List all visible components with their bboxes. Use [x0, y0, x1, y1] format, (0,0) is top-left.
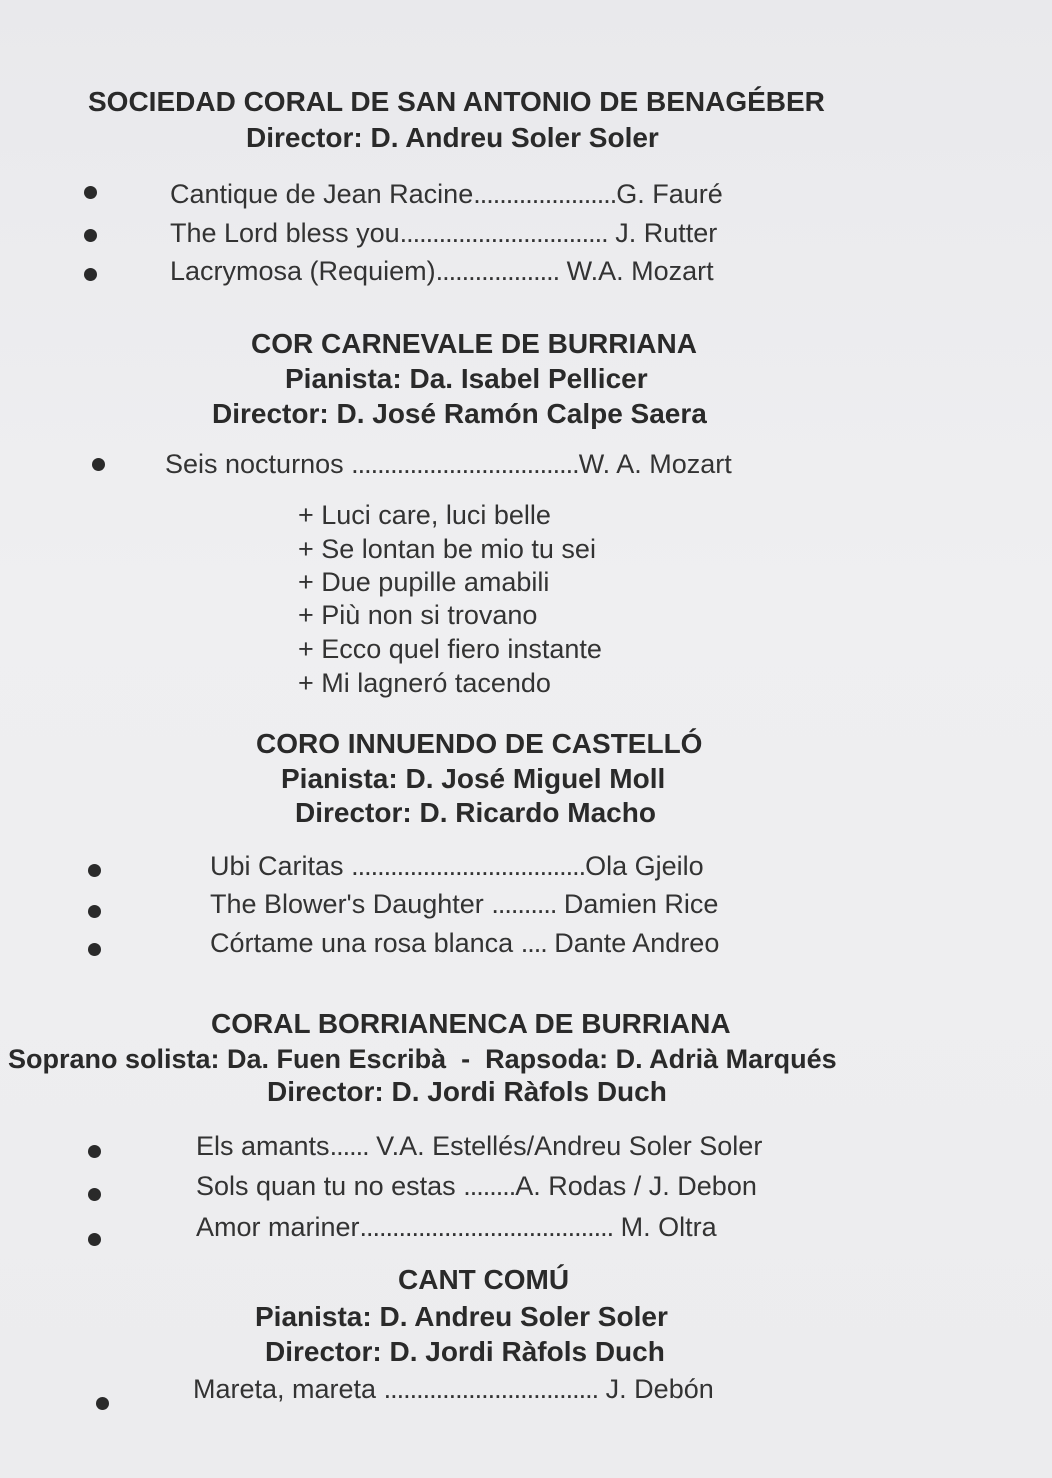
piece-composer: Ola Gjeilo: [585, 851, 704, 881]
bullet-icon: [88, 1233, 101, 1246]
dot-leader: .......................................: [359, 1212, 614, 1242]
piece-composer: J. Debón: [605, 1374, 714, 1404]
piece-line: [193, 1374, 714, 1405]
section-director: Director: D. Jordi Ràfols Duch: [267, 1076, 667, 1107]
piece-line: [170, 256, 714, 287]
movement-item: + Più non si trovano: [298, 600, 538, 630]
piece-title: Sols quan tu no estas: [196, 1171, 456, 1201]
bullet-icon: [84, 268, 97, 281]
piece-composer: Damien Rice: [563, 889, 719, 919]
piece-line: [196, 1212, 717, 1243]
bullet-icon: [92, 458, 105, 471]
bullet-icon: [84, 186, 97, 199]
dot-leader: ........: [463, 1171, 516, 1201]
bullet-icon: [88, 1188, 101, 1201]
movement-item: + Luci care, luci belle: [298, 500, 551, 530]
movement-item: + Mi lagneró tacendo: [298, 668, 551, 698]
piece-line: [196, 1171, 757, 1202]
section-pianist: Pianista: D. José Miguel Moll: [281, 763, 666, 794]
piece-line: [165, 449, 732, 480]
bullet-icon: [88, 943, 101, 956]
section-director: Director: D. Jordi Ràfols Duch: [265, 1336, 665, 1367]
piece-line: [170, 179, 723, 210]
piece-composer: V.A. Estellés/Andreu Soler Soler: [376, 1131, 763, 1161]
piece-title: Mareta, mareta: [193, 1374, 377, 1404]
piece-line: [196, 1131, 762, 1162]
section-director: Director: D. Ricardo Macho: [295, 797, 656, 828]
piece-composer: G. Fauré: [616, 179, 723, 209]
dot-leader: ....: [520, 928, 547, 958]
dot-leader: .................................: [383, 1374, 599, 1404]
section-title: CORO INNUENDO DE CASTELLÓ: [256, 728, 703, 759]
piece-line: [210, 928, 719, 959]
piece-line: [210, 889, 718, 920]
piece-line: [210, 851, 704, 882]
piece-composer: J. Rutter: [615, 218, 718, 248]
piece-line: [170, 218, 717, 249]
piece-title: Lacrymosa (Requiem): [170, 256, 436, 286]
piece-title: Ubi Caritas: [210, 851, 344, 881]
piece-title: The Lord bless you: [170, 218, 400, 248]
bullet-icon: [84, 229, 97, 242]
bullet-icon: [88, 864, 101, 877]
movement-item: + Ecco quel fiero instante: [298, 634, 602, 664]
section-pianist: Pianista: D. Andreu Soler Soler: [255, 1301, 668, 1332]
dot-leader: ..........: [491, 889, 557, 919]
piece-title: Amor mariner: [196, 1212, 360, 1242]
dot-leader: ......: [329, 1131, 369, 1161]
section-director: Director: D. José Ramón Calpe Saera: [212, 398, 707, 429]
piece-title: Seis nocturnos: [165, 449, 344, 479]
piece-composer: W.A. Mozart: [566, 256, 714, 286]
piece-title: Córtame una rosa blanca: [210, 928, 514, 958]
bullet-icon: [88, 1145, 101, 1158]
movement-item: + Due pupille amabili: [298, 567, 550, 597]
section-director: Director: D. Andreu Soler Soler: [246, 122, 659, 153]
piece-title: The Blower's Daughter: [210, 889, 484, 919]
piece-composer: A. Rodas / J. Debon: [515, 1171, 757, 1201]
section-soloists: Soprano solista: Da. Fuen Escribà - Rapsoda: D. Adrià Marqués: [8, 1044, 837, 1074]
dot-leader: ......................: [473, 179, 617, 209]
piece-title: Cantique de Jean Racine: [170, 179, 474, 209]
dot-leader: ...................................: [351, 449, 579, 479]
dot-leader: ................................: [399, 218, 608, 248]
piece-composer: Dante Andreo: [554, 928, 720, 958]
bullet-icon: [96, 1397, 109, 1410]
piece-composer: W. A. Mozart: [578, 449, 732, 479]
section-title: CANT COMÚ: [398, 1264, 570, 1295]
movement-item: + Se lontan be mio tu sei: [298, 534, 596, 564]
piece-title: Els amants: [196, 1131, 330, 1161]
section-pianist: Pianista: Da. Isabel Pellicer: [285, 363, 648, 394]
section-title: COR CARNEVALE DE BURRIANA: [251, 328, 697, 359]
section-title: SOCIEDAD CORAL DE SAN ANTONIO DE BENAGÉBER: [88, 86, 825, 117]
dot-leader: ...................: [435, 256, 560, 286]
section-title: CORAL BORRIANENCA DE BURRIANA: [211, 1008, 731, 1039]
piece-composer: M. Oltra: [620, 1212, 717, 1242]
dot-leader: ....................................: [351, 851, 586, 881]
bullet-icon: [88, 905, 101, 918]
